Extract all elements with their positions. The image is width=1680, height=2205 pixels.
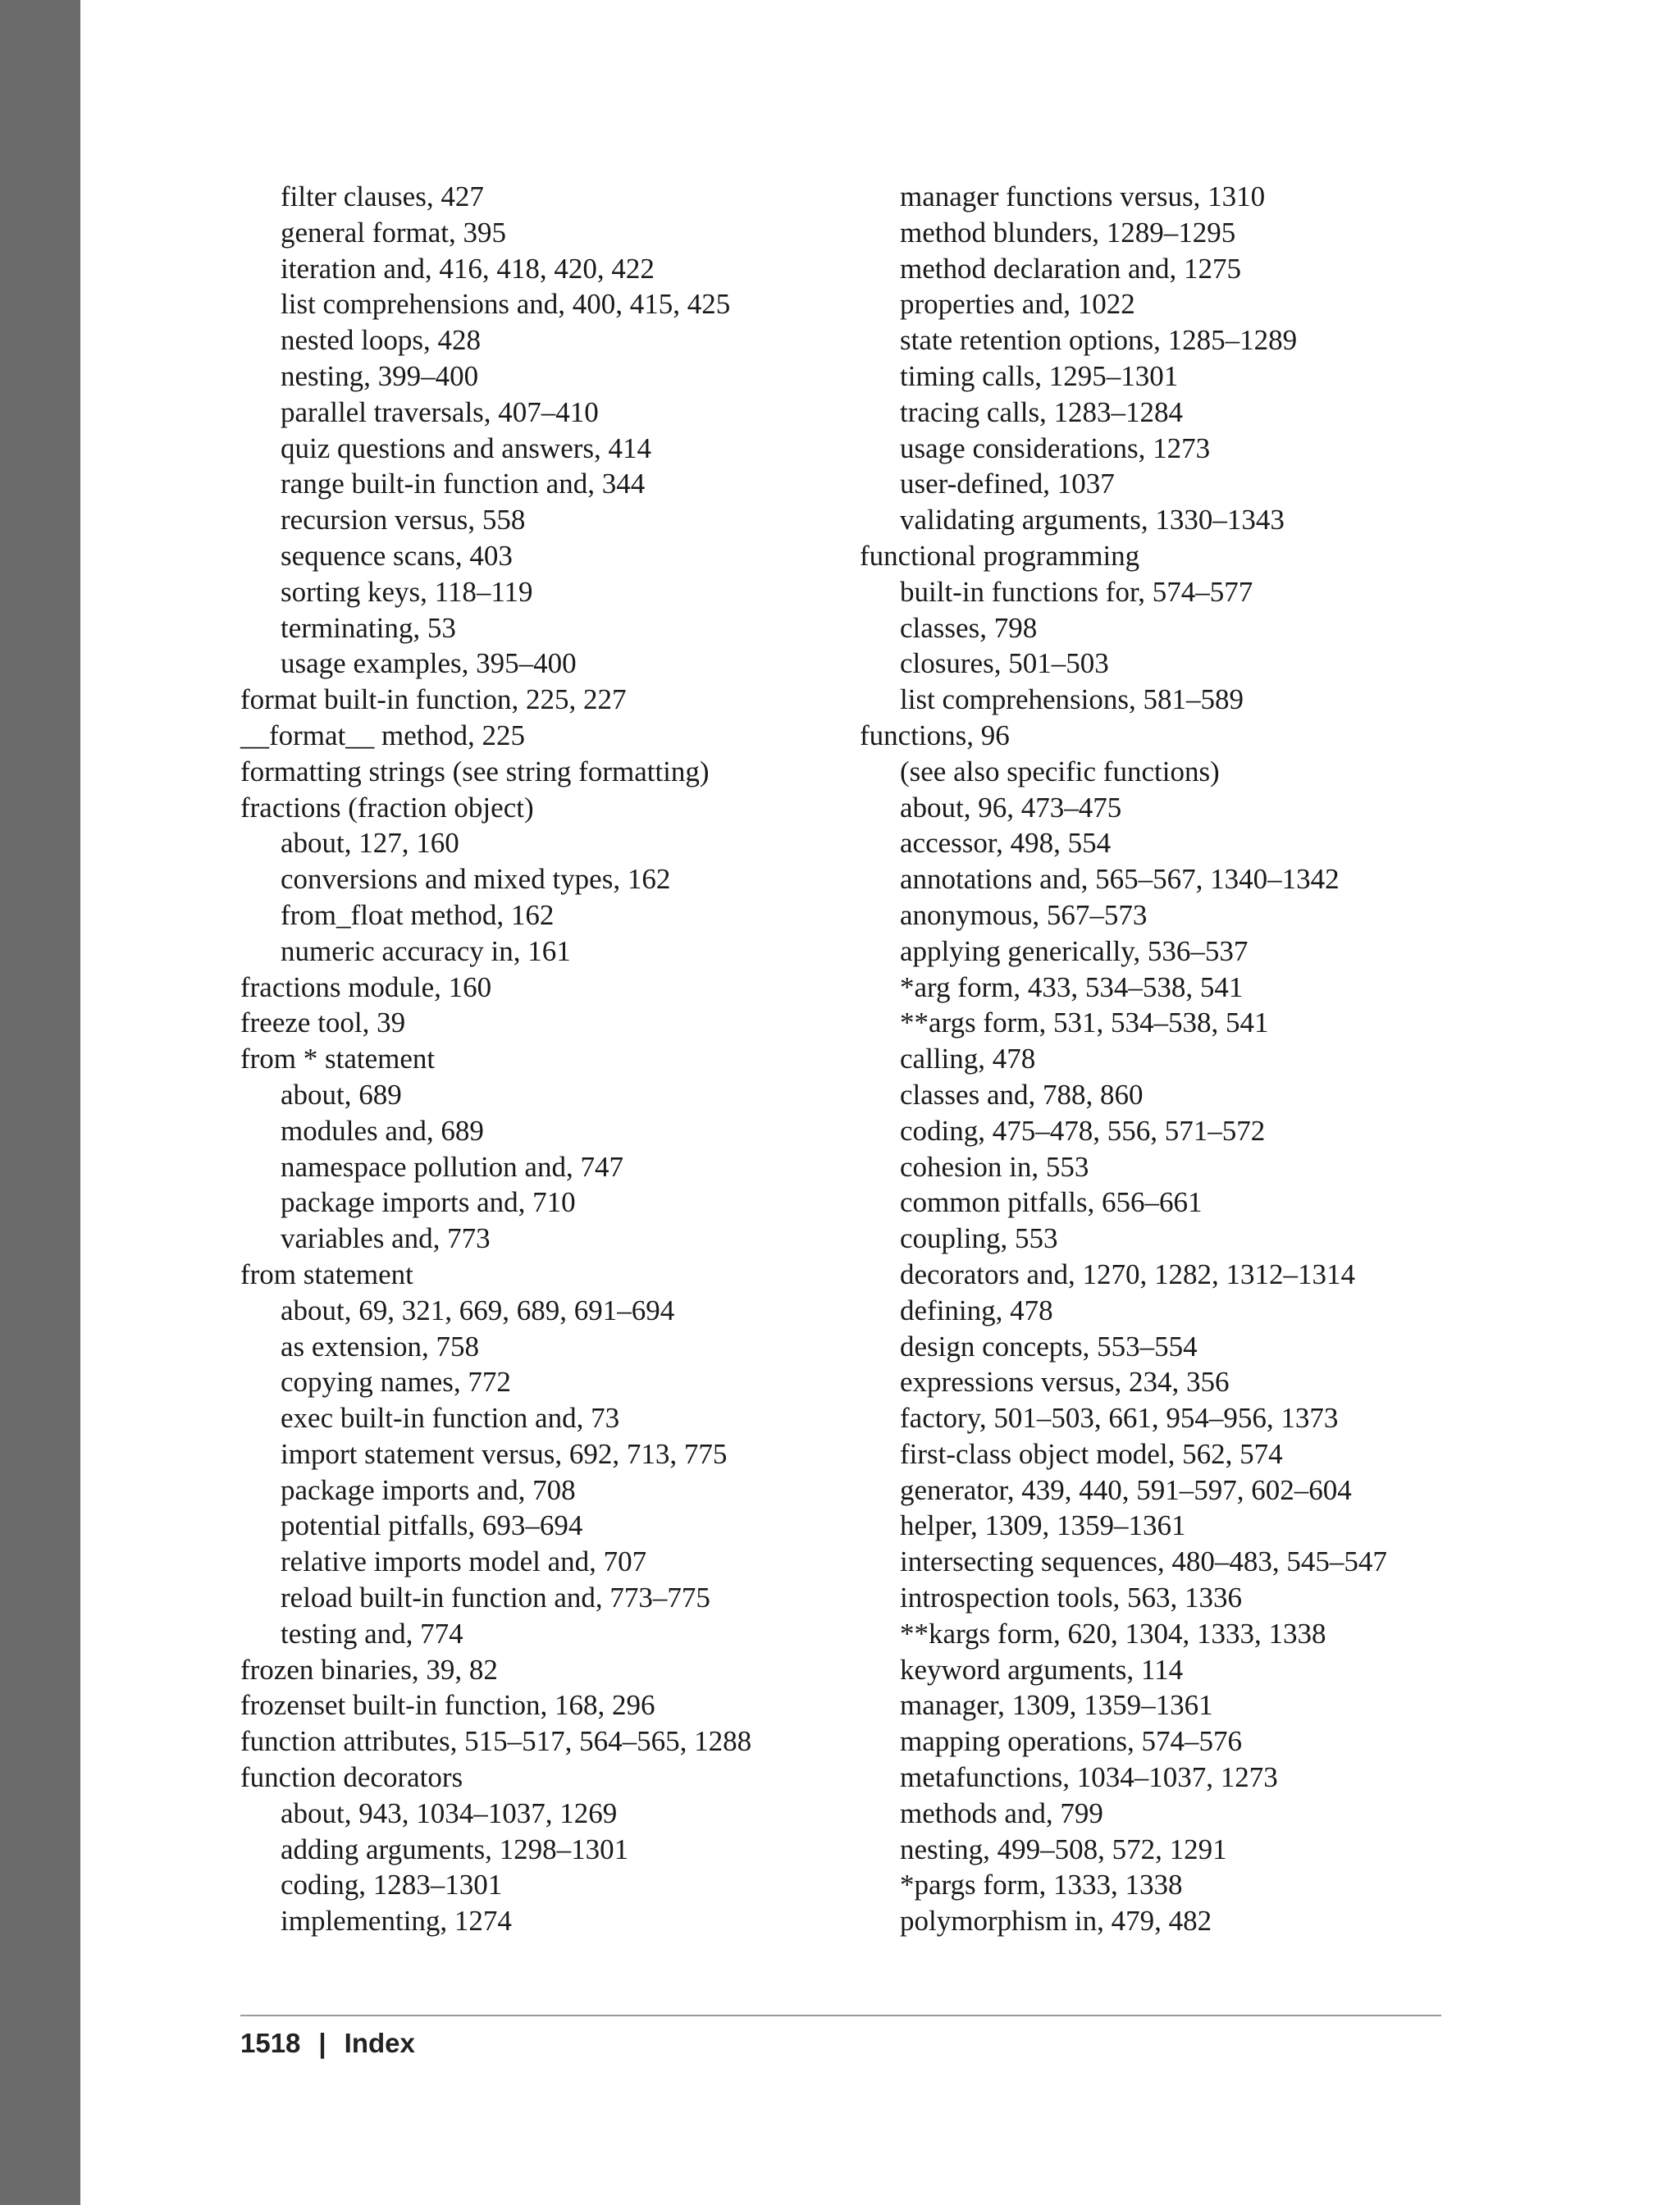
index-subentry: *pargs form, 1333, 1338 xyxy=(900,1869,1183,1901)
index-subentry: metafunctions, 1034–1037, 1273 xyxy=(900,1761,1278,1794)
index-subentry: applying generically, 536–537 xyxy=(900,934,1249,967)
index-subentry: nested loops, 428 xyxy=(281,324,482,357)
index-column-left xyxy=(240,179,897,1939)
index-entry: functional programming xyxy=(860,539,1140,572)
index-subentry: testing and, 774 xyxy=(281,1617,463,1650)
index-subentry: factory, 501–503, 661, 954–956, 1373 xyxy=(900,1402,1339,1435)
index-subentry: introspection tools, 563, 1336 xyxy=(900,1582,1243,1614)
index-entry: from statement xyxy=(240,1258,413,1290)
index-subentry: anonymous, 567–573 xyxy=(900,898,1148,931)
index-subentry: iteration and, 416, 418, 420, 422 xyxy=(281,252,655,285)
index-subentry: implementing, 1274 xyxy=(281,1905,512,1938)
index-subentry: (see also specific functions) xyxy=(900,755,1220,788)
index-subentry: as extension, 758 xyxy=(281,1330,480,1363)
index-subentry: conversions and mixed types, 162 xyxy=(281,863,671,896)
index-subentry: numeric accuracy in, 161 xyxy=(281,934,571,967)
page-edge-band xyxy=(0,0,80,2205)
index-subentry: list comprehensions, 581–589 xyxy=(900,683,1244,716)
index-subentry: adding arguments, 1298–1301 xyxy=(281,1833,629,1865)
index-subentry: tracing calls, 1283–1284 xyxy=(900,395,1184,428)
index-subentry: from_float method, 162 xyxy=(281,898,555,931)
index-entry: format built-in function, 225, 227 xyxy=(240,683,627,716)
index-entry: fractions (fraction object) xyxy=(240,791,534,824)
index-subentry: about, 96, 473–475 xyxy=(900,791,1122,824)
index-subentry: nesting, 399–400 xyxy=(281,359,479,392)
index-subentry: methods and, 799 xyxy=(900,1796,1103,1829)
index-subentry: recursion versus, 558 xyxy=(281,504,526,536)
index-subentry: quiz questions and answers, 414 xyxy=(281,431,652,464)
index-subentry: defining, 478 xyxy=(900,1294,1053,1326)
index-subentry: manager functions versus, 1310 xyxy=(900,180,1266,212)
index-subentry: *arg form, 433, 534–538, 541 xyxy=(900,970,1244,1003)
index-subentry: timing calls, 1295–1301 xyxy=(900,359,1179,392)
index-subentry: coding, 475–478, 556, 571–572 xyxy=(900,1114,1266,1147)
index-subentry: classes, 798 xyxy=(900,611,1038,644)
index-subentry: package imports and, 710 xyxy=(281,1186,576,1219)
index-subentry: expressions versus, 234, 356 xyxy=(900,1366,1230,1399)
section-name: Index xyxy=(344,2028,415,2058)
index-entry: __format__ method, 225 xyxy=(240,719,526,751)
index-subentry: import statement versus, 692, 713, 775 xyxy=(281,1437,728,1470)
index-entry: from * statement xyxy=(240,1043,436,1075)
index-entry: freeze tool, 39 xyxy=(240,1007,406,1039)
index-subentry: decorators and, 1270, 1282, 1312–1314 xyxy=(900,1258,1356,1290)
index-subentry: manager, 1309, 1359–1361 xyxy=(900,1689,1213,1722)
index-subentry: reload built-in function and, 773–775 xyxy=(281,1582,710,1614)
index-subentry: potential pitfalls, 693–694 xyxy=(281,1509,583,1542)
index-subentry: method blunders, 1289–1295 xyxy=(900,216,1236,249)
index-subentry: usage considerations, 1273 xyxy=(900,431,1211,464)
index-subentry: generator, 439, 440, 591–597, 602–604 xyxy=(900,1473,1352,1506)
index-subentry: filter clauses, 427 xyxy=(281,180,484,212)
index-subentry: namespace pollution and, 747 xyxy=(281,1150,623,1183)
index-subentry: closures, 501–503 xyxy=(900,647,1109,680)
index-subentry: intersecting sequences, 480–483, 545–547 xyxy=(900,1545,1387,1578)
footer-separator: | xyxy=(318,2028,326,2058)
index-subentry: usage examples, 395–400 xyxy=(281,647,577,680)
index-subentry: copying names, 772 xyxy=(281,1366,511,1399)
index-subentry: about, 127, 160 xyxy=(281,827,459,860)
index-subentry: nesting, 499–508, 572, 1291 xyxy=(900,1833,1227,1865)
index-subentry: user-defined, 1037 xyxy=(900,468,1115,500)
index-subentry: keyword arguments, 114 xyxy=(900,1653,1184,1686)
index-subentry: range built-in function and, 344 xyxy=(281,468,646,500)
index-subentry: validating arguments, 1330–1343 xyxy=(900,504,1285,536)
index-subentry: cohesion in, 553 xyxy=(900,1150,1089,1183)
index-subentry: **kargs form, 620, 1304, 1333, 1338 xyxy=(900,1617,1326,1650)
index-subentry: terminating, 53 xyxy=(281,611,456,644)
index-subentry: about, 689 xyxy=(281,1078,402,1111)
footer-rule xyxy=(240,2015,1441,2016)
index-entry: fractions module, 160 xyxy=(240,970,492,1003)
index-subentry: coupling, 553 xyxy=(900,1222,1058,1255)
index-subentry: common pitfalls, 656–661 xyxy=(900,1186,1203,1219)
index-subentry: about, 943, 1034–1037, 1269 xyxy=(281,1796,618,1829)
index-entry: functions, 96 xyxy=(860,719,1010,751)
index-column-right xyxy=(860,179,1516,1939)
index-subentry: accessor, 498, 554 xyxy=(900,827,1112,860)
index-subentry: modules and, 689 xyxy=(281,1114,484,1147)
index-subentry: general format, 395 xyxy=(281,216,507,249)
index-subentry: annotations and, 565–567, 1340–1342 xyxy=(900,863,1340,896)
index-subentry: list comprehensions and, 400, 415, 425 xyxy=(281,288,731,321)
index-subentry: polymorphism in, 479, 482 xyxy=(900,1905,1212,1938)
index-entry: frozen binaries, 39, 82 xyxy=(240,1653,498,1686)
index-subentry: built-in functions for, 574–577 xyxy=(900,575,1253,608)
index-subentry: first-class object model, 562, 574 xyxy=(900,1437,1283,1470)
index-subentry: variables and, 773 xyxy=(281,1222,491,1255)
index-subentry: helper, 1309, 1359–1361 xyxy=(900,1509,1186,1542)
index-subentry: relative imports model and, 707 xyxy=(281,1545,647,1578)
index-subentry: sequence scans, 403 xyxy=(281,539,513,572)
index-subentry: mapping operations, 574–576 xyxy=(900,1725,1243,1758)
index-entry: formatting strings (see string formatting) xyxy=(240,755,710,788)
index-subentry: parallel traversals, 407–410 xyxy=(281,395,599,428)
index-subentry: classes and, 788, 860 xyxy=(900,1078,1144,1111)
page-number: 1518 xyxy=(240,2028,301,2058)
index-entry: frozenset built-in function, 168, 296 xyxy=(240,1689,655,1722)
index-subentry: calling, 478 xyxy=(900,1043,1036,1075)
index-subentry: state retention options, 1285–1289 xyxy=(900,324,1298,357)
index-entry: function attributes, 515–517, 564–565, 1288 xyxy=(240,1725,752,1758)
index-subentry: properties and, 1022 xyxy=(900,288,1135,321)
page-footer xyxy=(240,2028,415,2059)
index-subentry: package imports and, 708 xyxy=(281,1473,576,1506)
index-subentry: design concepts, 553–554 xyxy=(900,1330,1198,1363)
index-subentry: exec built-in function and, 73 xyxy=(281,1402,620,1435)
index-subentry: method declaration and, 1275 xyxy=(900,252,1241,285)
index-subentry: **args form, 531, 534–538, 541 xyxy=(900,1007,1269,1039)
index-subentry: coding, 1283–1301 xyxy=(281,1869,503,1901)
index-entry: function decorators xyxy=(240,1761,463,1794)
index-subentry: about, 69, 321, 669, 689, 691–694 xyxy=(281,1294,675,1326)
index-subentry: sorting keys, 118–119 xyxy=(281,575,533,608)
